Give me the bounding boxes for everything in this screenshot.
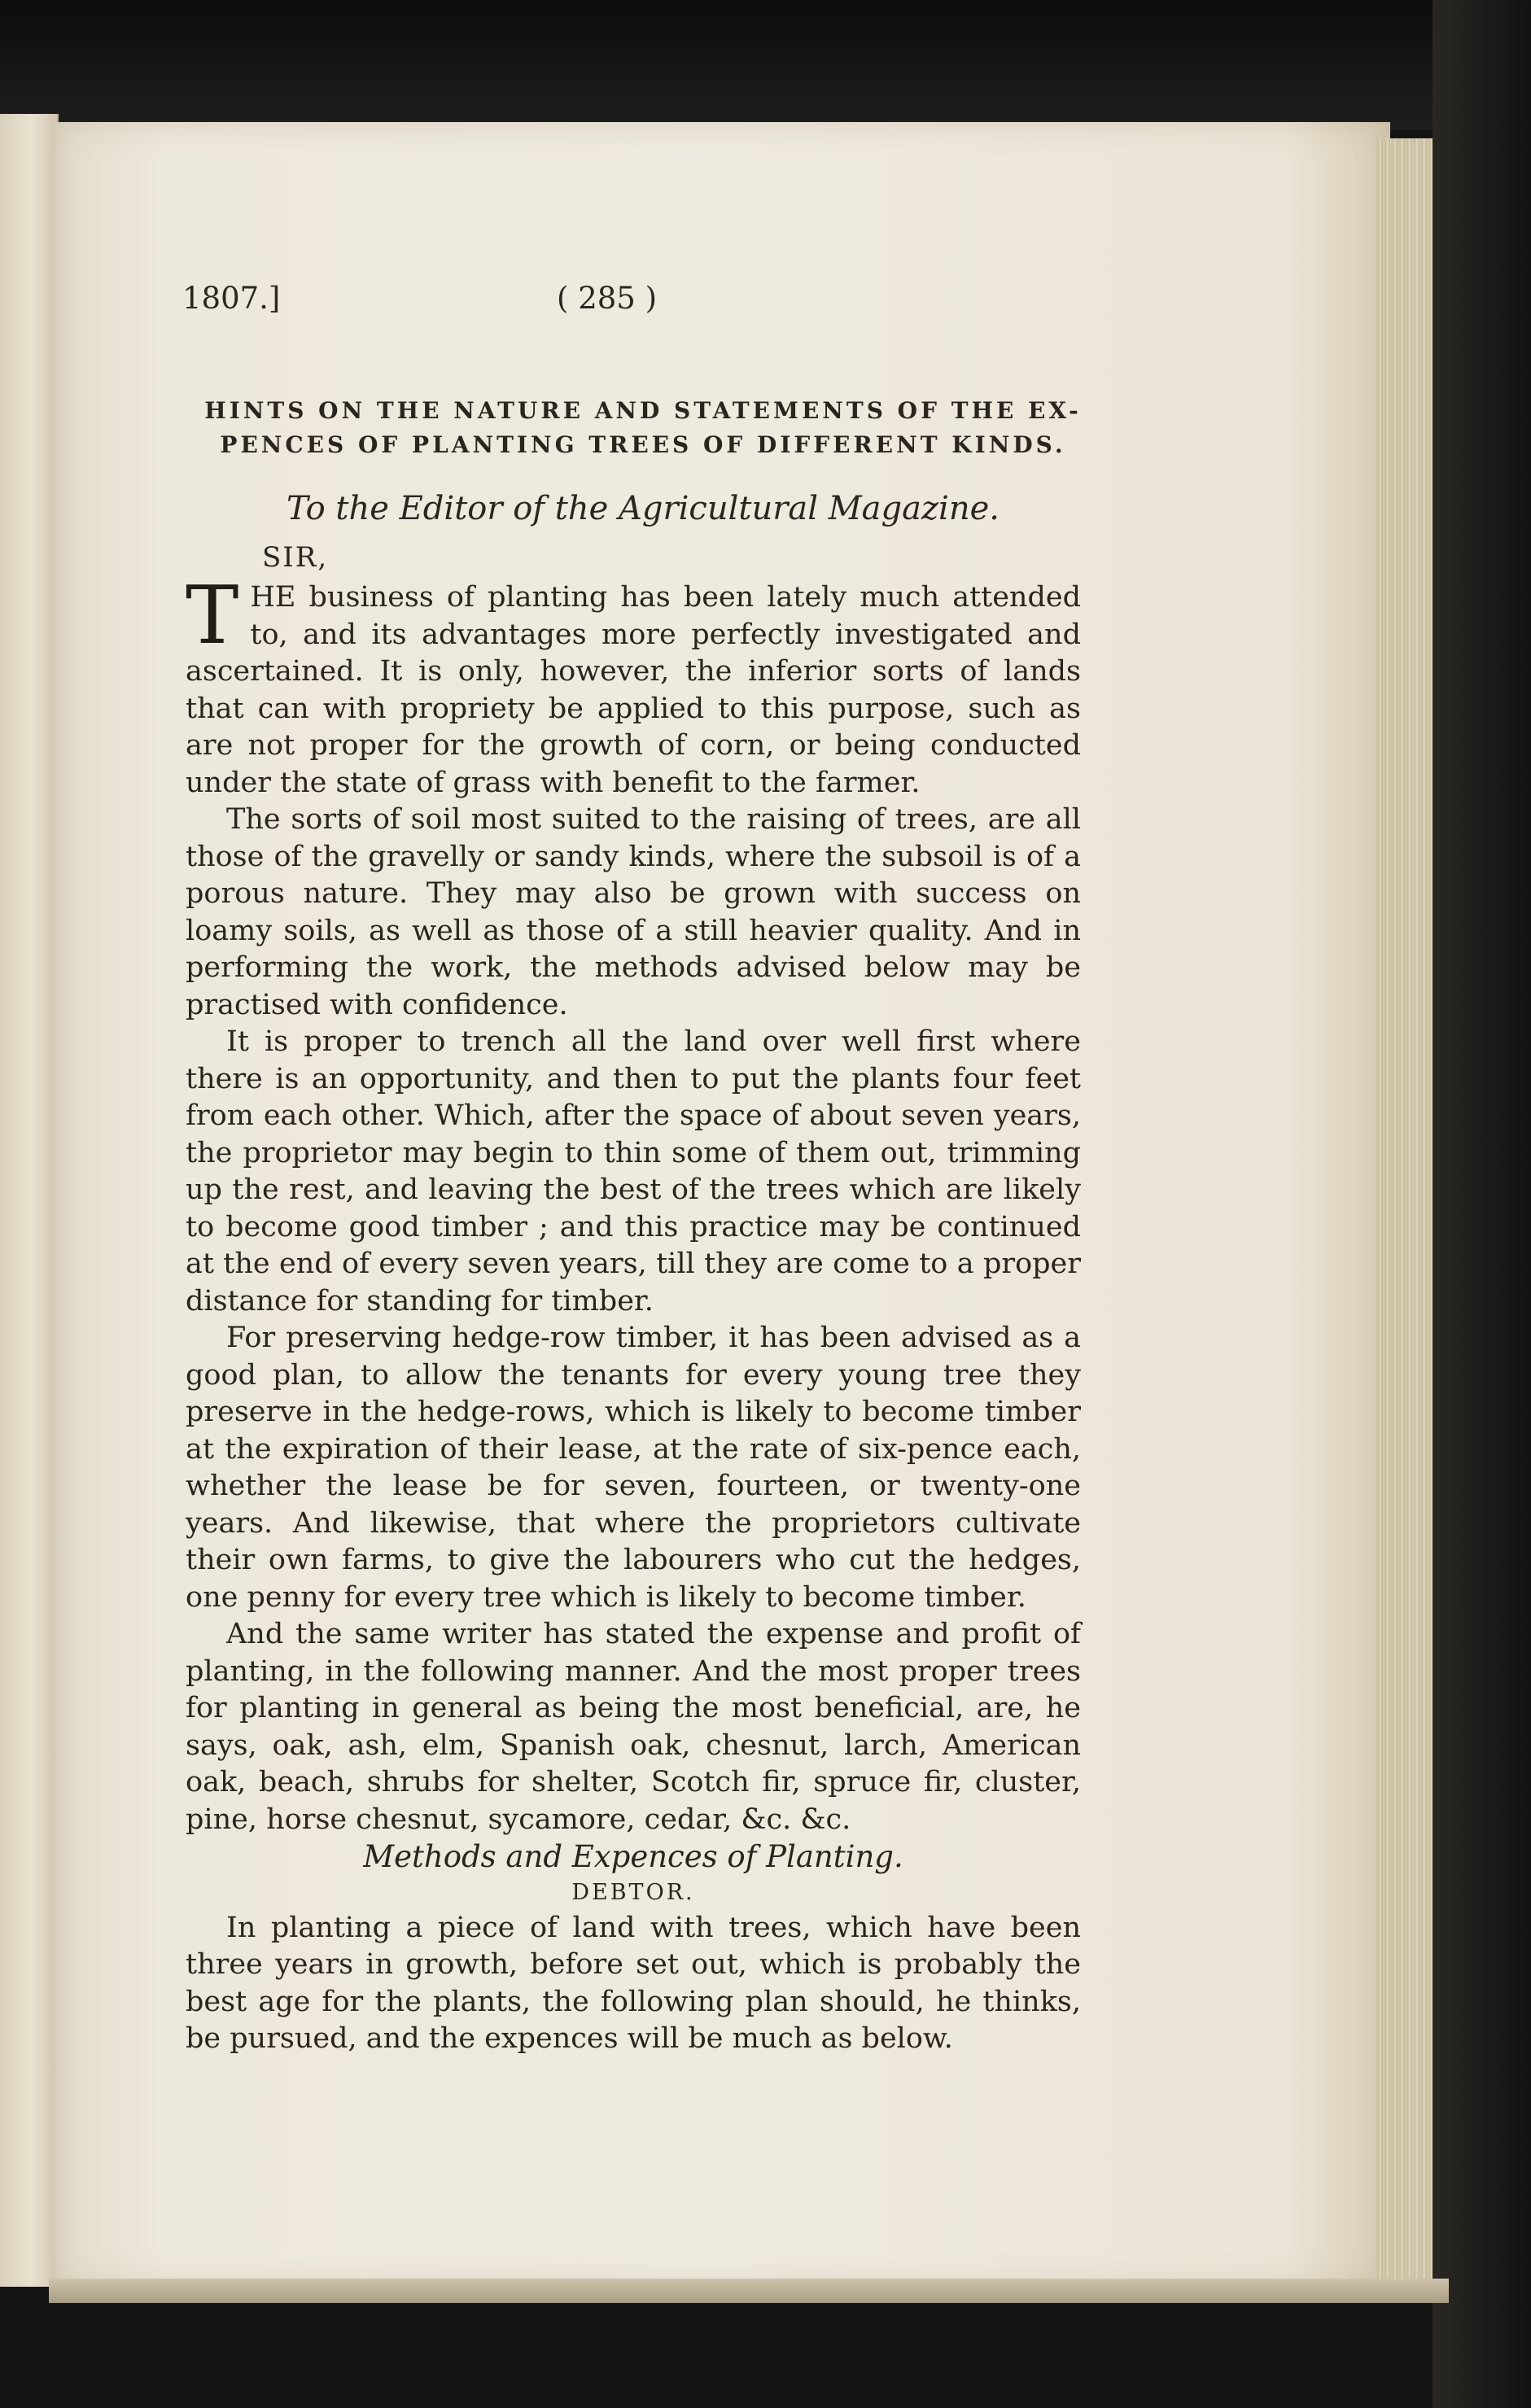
addressee-line: To the Editor of the Agricultural Magazine.	[287, 490, 1000, 527]
page-bottom-edge	[49, 2279, 1449, 2303]
drop-cap: T	[186, 570, 239, 662]
page-number: ( 285 )	[557, 281, 658, 316]
background-shadow	[1433, 0, 1531, 2408]
article-title	[179, 394, 1107, 462]
paragraph-1	[186, 570, 1081, 802]
salutation: SIR,	[262, 541, 329, 574]
section-subheading: Methods and Expences of Planting.	[363, 1839, 903, 1874]
paragraph-2: The sorts of soil most suited to the raising of trees, are all those of the gravelly or sandy kinds, where the subsoil is of a porous nature. They may also be grown with success on loamy soils, as well as those of a still heavier quality. And in performing the work, the methods advised below may be practised with confidence.	[186, 803, 1081, 1021]
background-dark	[0, 0, 1531, 130]
facing-page-edge	[0, 114, 59, 2287]
paragraph-5: And the same writer has stated the expense and profit of planting, in the following manner. And the most proper trees for planting in general as being the most beneficial, are, he says, oak, ash, elm, Spanish oak, chesnut, larch, American oak, beach, shrubs for shelter, Scotch fir, spruce fir, cluster, pine, horse chesnut, sycamore, cedar, &c. &c.	[186, 1618, 1081, 1836]
header-year: 1807.]	[182, 281, 281, 316]
article-title-line-1: HINTS ON THE NATURE AND STATEMENTS OF THE EX-	[204, 397, 1082, 424]
paragraph-1-text: HE business of planting has been lately much attended to, and its advantages more perfectly investigated and ascertained. It is only, however, the inferior sorts of lands that can with propriety be applied to this purpose, such as are not proper for the growth of corn, or being conducted under the state of grass with benefit to the farmer.	[186, 581, 1081, 799]
paragraph-4: For preserving hedge-row timber, it has been advised as a good plan, to allow the tenants for every young tree they preserve in the hedge-rows, which is likely to become timber at the expiration of their lease, at the rate of six-pence each, whether the lease be for seven, fourteen, or twenty-one years. And likewise, that where the proprietors cultivate their own farms, to give the labourers who cut the hedges, one penny for every tree which is likely to become timber.	[186, 1322, 1081, 1614]
article-body	[186, 570, 1081, 2058]
paragraph-6: In planting a piece of land with trees, which have been three years in growth, before set out, which is probably the best age for the plants, the following plan should, he thinks, be pursued, and the expences will be much as below.	[186, 1911, 1081, 2055]
running-header	[182, 281, 1078, 321]
paragraph-3: It is proper to trench all the land over well first where there is an opportunity, and then to put the plants four feet from each other. Which, after the space of about seven years, the proprietor may begin to thin some of them out, trimming up the rest, and leaving the best of the trees which are likely to become good timber ; and this practice may be continued at the end of every seven years, till they are come to a proper distance for standing for timber.	[186, 1025, 1081, 1318]
article-title-line-2: PENCES OF PLANTING TREES OF DIFFERENT KINDS.	[220, 431, 1066, 458]
debtor-heading: DEBTOR.	[571, 1879, 695, 1905]
page-fore-edge	[1376, 138, 1435, 2287]
